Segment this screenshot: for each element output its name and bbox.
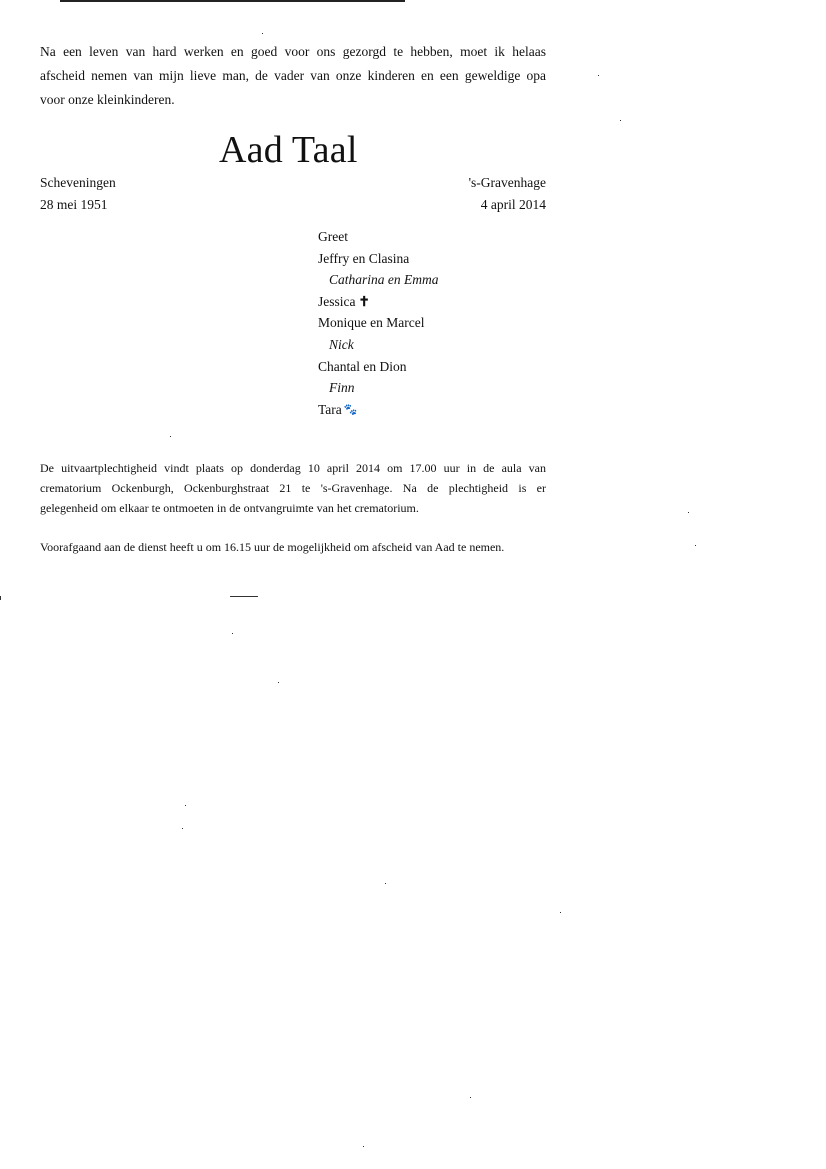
family-member: Tara 🐾: [318, 399, 439, 422]
scan-speck: [170, 436, 171, 437]
grandchildren: Catharina en Emma: [329, 272, 439, 288]
family-member: Jessica ✝: [318, 291, 439, 313]
ceremony-paragraph: [40, 458, 546, 518]
intro-line-2: afscheid nemen van mijn lieve man, de vader van onze kinderen en een geweldige opa: [40, 68, 546, 83]
paw-icon: 🐾: [343, 403, 358, 416]
deceased-name: Aad Taal: [219, 129, 358, 171]
scan-speck: [560, 912, 561, 913]
family-member: Greet: [318, 229, 348, 244]
scan-speck: [230, 596, 258, 597]
scan-speck: [688, 512, 689, 513]
ceremony-line-2: crematorium Ockenburgh, Ockenburghstraat 21 te 's-Gravenhage. Na de plechtigheid is er: [40, 481, 546, 495]
intro-paragraph: [40, 40, 546, 112]
scan-speck: [695, 545, 696, 546]
death-place: 's-Gravenhage: [468, 175, 546, 190]
family-member: Monique en Marcel: [318, 315, 425, 331]
ceremony-line-3: gelegenheid om elkaar te ontmoeten in de ontvangruimte van het crematorium.: [40, 501, 419, 515]
grandchildren: Finn: [329, 380, 355, 396]
scan-speck: [0, 596, 1, 600]
death-block: [469, 172, 546, 216]
scan-speck: [278, 682, 279, 683]
scan-speck: [262, 33, 263, 34]
scan-speck: [182, 828, 183, 829]
death-date: 4 april 2014: [480, 197, 546, 212]
birth-place: Scheveningen: [40, 175, 116, 190]
scan-speck: [185, 805, 186, 806]
cross-icon: ✝: [358, 293, 370, 309]
grandchildren: Nick: [329, 336, 354, 352]
farewell-note: Voorafgaand aan de dienst heeft u om 16.15 uur de mogelijkheid om afscheid van Aad te nemen.: [40, 540, 505, 554]
birth-date: 28 mei 1951: [40, 197, 108, 212]
family-member: Chantal en Dion: [318, 358, 407, 374]
top-rule: [60, 0, 405, 2]
intro-line-1: Na een leven van hard werken en goed voor ons gezorgd te hebben, moet ik helaas: [40, 44, 546, 59]
scan-speck: [385, 883, 386, 884]
family-list: [318, 226, 439, 421]
scan-speck: [232, 633, 233, 634]
scan-speck: [620, 120, 621, 121]
family-member: Jeffry en Clasina: [318, 250, 410, 266]
scan-speck: [470, 1097, 471, 1098]
ceremony-line-1: De uitvaartplechtigheid vindt plaats op donderdag 10 april 2014 om 17.00 uur in de aula van: [40, 461, 546, 475]
birth-block: [40, 172, 116, 216]
intro-line-3: voor onze kleinkinderen.: [40, 92, 175, 107]
scan-speck: [598, 75, 599, 76]
scan-speck: [363, 1146, 364, 1147]
